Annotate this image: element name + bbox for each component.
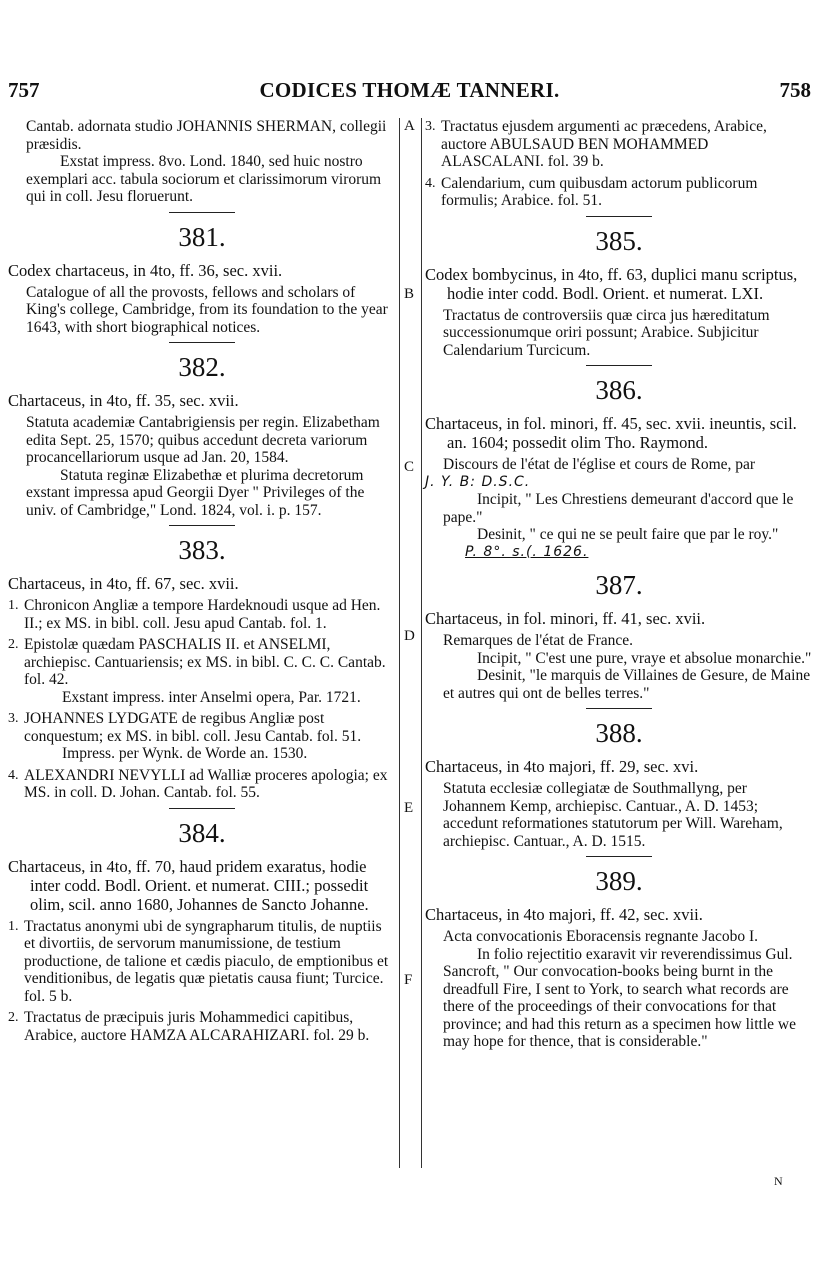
entry-380-continuation: Cantab. adornata studio JOHANNIS SHERMAN, collegii præsidis. — [26, 118, 387, 153]
entry-number-389: 389. — [595, 866, 643, 896]
list-item — [425, 118, 813, 171]
item-text: Tractatus ejusdem argumenti ac præcedens, Arabice, auctore ABULSAUD BEN MOHAMMED ALASCALANI. fol. 39 b. — [441, 118, 767, 170]
entry-383-heading: Chartaceus, in 4to, ff. 67, sec. xvii. — [8, 574, 239, 593]
item-number: 2. — [8, 637, 19, 652]
entry-386-description: Discours de l'état de l'église et cours de Rome, par — [443, 456, 756, 473]
list-item — [8, 1009, 396, 1044]
right-column — [425, 118, 813, 1051]
left-column — [8, 118, 396, 1048]
section-rule — [169, 342, 235, 343]
running-header — [8, 78, 811, 104]
item-text — [24, 710, 396, 763]
column-divider-right — [421, 118, 422, 1168]
entry-387-desinit: Desinit, "le marquis de Villaines de Gesure, de Maine et autres qui ont de belles terres." — [443, 667, 811, 702]
item-number: 1. — [8, 918, 19, 934]
entry-number-381: 381. — [178, 221, 226, 252]
entry-388-heading: Chartaceus, in 4to majori, ff. 29, sec. xvi. — [425, 757, 699, 776]
entry-381-description: Catalogue of all the provosts, fellows and scholars of King's college, Cambridge, from its foundation to the year 1643, with short biographical notices. — [26, 283, 388, 336]
margin-letter-f: F — [404, 972, 413, 988]
entry-382-heading: Chartaceus, in 4to, ff. 35, sec. xvii. — [8, 391, 239, 410]
item-number: 2. — [8, 1010, 19, 1025]
entry-381-heading: Codex chartaceus, in 4to, ff. 36, sec. xvii. — [8, 260, 283, 280]
entry-number-386: 386. — [595, 375, 643, 405]
entry-386-heading: Chartaceus, in fol. minori, ff. 45, sec. xvii. ineuntis, scil. an. 1604; possedit olim Tho. Raymond. — [425, 414, 797, 452]
item-number: 4. — [425, 175, 436, 191]
list-item — [8, 918, 396, 1006]
list-item — [8, 636, 396, 706]
entry-number-382: 382. — [178, 352, 226, 382]
section-rule — [169, 525, 235, 526]
item-text: Tractatus anonymi ubi de syngrapharum titulis, de nuptiis et divortiis, de servorum manumissione, de testium productione, de talione et cædis piaculo, de emptionibus et venditionibus, de legatis quæ pietatis causa fiunt; Turcice. fol. 5 b. — [24, 917, 389, 1005]
margin-letter-a: A — [404, 118, 415, 134]
entry-number-385: 385. — [595, 225, 643, 256]
entry-387-heading: Chartaceus, in fol. minori, ff. 41, sec. xvii. — [425, 609, 706, 628]
entry-389-heading: Chartaceus, in 4to majori, ff. 42, sec. xvii. — [425, 905, 703, 924]
entry-387-description: Remarques de l'état de France. — [443, 632, 634, 649]
entry-382-description: Statuta academiæ Cantabrigiensis per regin. Elizabetham edita Sept. 25, 1570; quibus accedunt decreta variorum procancellariorum usque ad Jan. 20, 1584. — [26, 414, 380, 466]
entry-number-383: 383. — [178, 535, 226, 565]
entry-389-description: Acta convocationis Eboracensis regnante Jacobo I. — [443, 928, 759, 945]
section-rule — [169, 808, 235, 809]
entry-384-heading: Chartaceus, in 4to, ff. 70, haud pridem exaratus, hodie inter codd. Bodl. Orient. et numerat. CIII.; possedit olim, scil. anno 1680, Johannes de Sancto Johanne. — [8, 856, 369, 914]
list-item — [8, 767, 396, 802]
section-rule — [586, 708, 652, 709]
item-number: 3. — [425, 119, 436, 134]
entry-387-incipit: Incipit, " C'est une pure, vraye et absolue monarchie." — [477, 649, 812, 667]
margin-letter-c: C — [404, 459, 415, 475]
entry-number-384: 384. — [178, 817, 226, 848]
section-rule — [586, 856, 652, 857]
item-note: Impress. per Wynk. de Worde an. 1530. — [62, 745, 308, 762]
entry-number-387: 387. — [595, 570, 643, 600]
entry-389-note: In folio rejectitio exaravit vir reverendissimus Gul. Sancroft, " Our convocation-books being burnt in the dreadfull Fire, I sent to York, to search what records are there of the proceedings of their convocations for that province; and had this return as a specimen how little we may hope for thence, that is considerable." — [443, 945, 796, 1050]
entry-380-note: Exstat impress. 8vo. Lond. 1840, sed huic nostro exemplari acc. tabula sociorum et clarissimorum virorum qui in coll. Jesu floruerunt. — [26, 153, 382, 205]
item-note: Exstant impress. inter Anselmi opera, Par. 1721. — [62, 688, 361, 706]
item-text: Calendarium, cum quibusdam actorum publicorum formulis; Arabice. fol. 51. — [441, 174, 758, 209]
list-item — [8, 710, 396, 763]
page-number-left: 757 — [8, 78, 40, 102]
entry-382-note: Statuta reginæ Elizabethæ et plurima decretorum exstant impressa apud Georgii Dyer " Privileges of the univ. of Cambridge," Lond. 1824, vol. i. p. 157. — [26, 466, 365, 519]
list-item — [425, 175, 813, 210]
item-text: Tractatus de præcipuis juris Mohammedici capitibus, Arabice, auctore HAMZA ALCARAHIZARI. fol. 29 b. — [24, 1009, 370, 1044]
entry-386-desinit: Desinit, " ce qui ne se peult faire que par le roy." — [477, 526, 779, 543]
item-number: 4. — [8, 767, 19, 783]
handwritten-shelfmark: P. 8°. s.(. 1626. — [465, 543, 589, 560]
section-rule — [586, 365, 652, 366]
entry-number-388: 388. — [595, 718, 643, 748]
item-number: 3. — [8, 711, 19, 726]
running-title: CODICES THOMÆ TANNERI. — [259, 78, 560, 102]
margin-letter-d: D — [404, 628, 415, 644]
column-divider-left — [399, 118, 400, 1168]
item-text — [24, 636, 396, 706]
item-number: 1. — [8, 598, 19, 613]
handwritten-annotation: J. Y. B: D.S.C. — [425, 473, 531, 490]
section-rule — [169, 212, 235, 213]
entry-385-heading: Codex bombycinus, in 4to, ff. 63, duplici manu scriptus, hodie inter codd. Bodl. Orient. et numerat. LXI. — [425, 264, 798, 303]
list-item — [8, 597, 396, 632]
section-rule — [586, 216, 652, 217]
item-text-main: JOHANNES LYDGATE de regibus Angliæ post conquestum; ex MS. in bibl. coll. Jesu Cantab. fol. 51. — [24, 710, 362, 745]
entry-385-description: Tractatus de controversiis quæ circa jus hæreditatum successionumque oriri possunt; Arabice. Subjicitur Calendarium Turcicum. — [443, 306, 770, 359]
item-text: ALEXANDRI NEVYLLI ad Walliæ proceres apologia; ex MS. in coll. D. Johan. Cantab. fol. 55. — [24, 766, 388, 801]
item-text: Chronicon Angliæ a tempore Hardeknoudi usque ad Hen. II.; ex MS. in bibl. coll. Jesu apud Cantab. fol. 1. — [24, 597, 381, 632]
margin-letter-e: E — [404, 800, 414, 816]
item-text-main: Epistolæ quædam PASCHALIS II. et ANSELMI, archiepisc. Cantuariensis; ex MS. in bibl. C. C. C. Cantab. fol. 42. — [24, 636, 386, 688]
entry-386-incipit: Incipit, " Les Chrestiens demeurant d'accord que le pape." — [443, 491, 794, 526]
margin-letter-b: B — [404, 286, 415, 302]
entry-388-description: Statuta ecclesiæ collegiatæ de Southmallyng, per Johannem Kemp, archiepisc. Cantuar., A. D. 1453; accedunt reformationes statutorum per Will. Wareham, archiepisc. Cantuar., A. D. 1515. — [443, 780, 783, 850]
signature-mark: N — [774, 1174, 783, 1188]
page-number-right: 758 — [779, 78, 811, 102]
